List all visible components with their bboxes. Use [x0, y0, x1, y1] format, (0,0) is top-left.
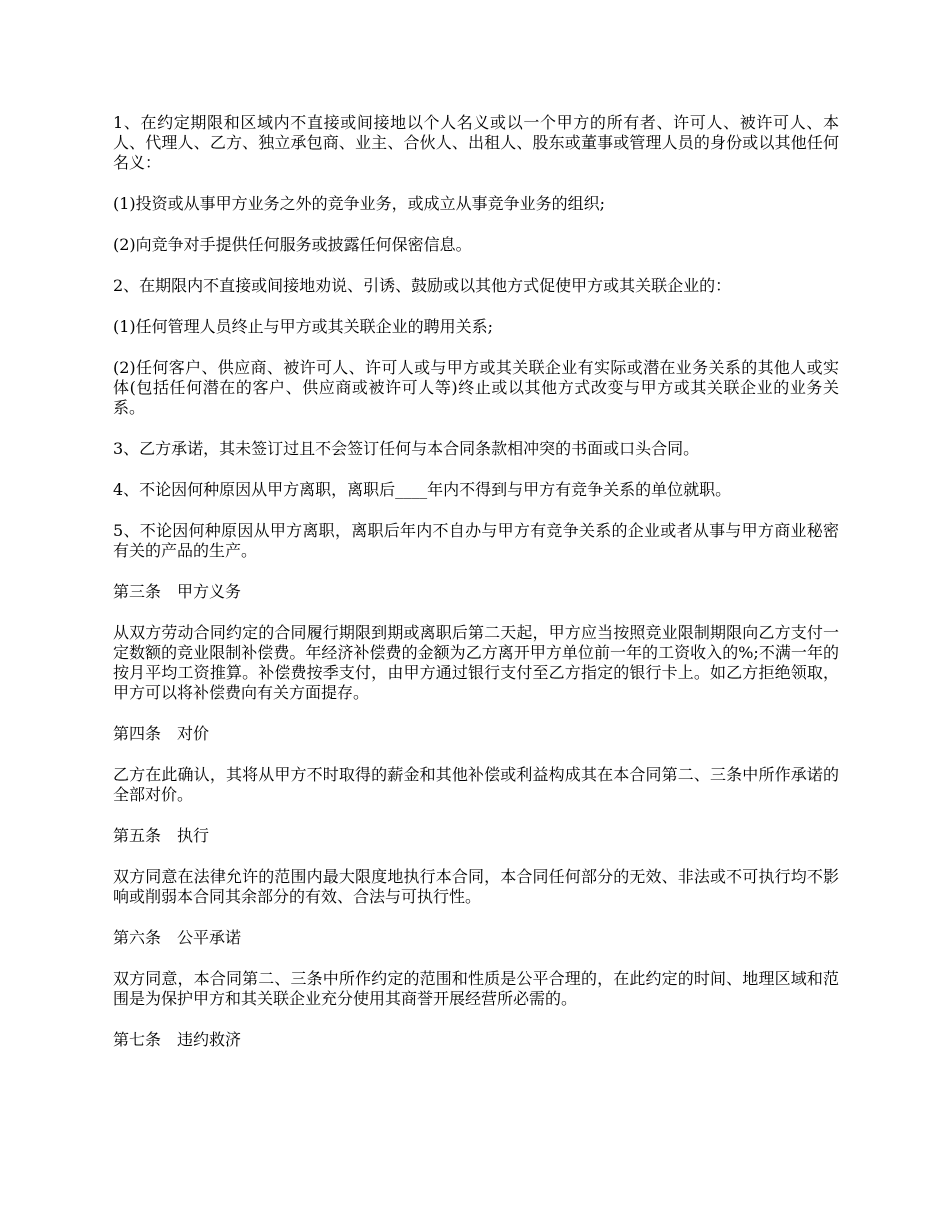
article-5-body: 双方同意在法律允许的范围内最大限度地执行本合同，本合同任何部分的无效、非法或不可执行均不影响或削弱本合同其余部分的有效、合法与可执行性。	[113, 867, 839, 906]
clause-2: 2、在期限内不直接或间接地劝说、引诱、鼓励或以其他方式促使甲方或其关联企业的：	[113, 276, 732, 295]
clause-1-item-1: (1)投资或从事甲方业务之外的竞争业务，或成立从事竞争业务的组织;	[113, 194, 606, 213]
article-6-body: 双方同意，本合同第二、三条中所作约定的范围和性质是公平合理的，在此约定的时间、地理区域和范围是为保护甲方和其关联企业充分使用其商誉开展经营所必需的。	[113, 969, 839, 1008]
clause-4: 4、不论因何种原因从甲方离职，离职后____年内不得到与甲方有竞争关系的单位就职。	[113, 480, 732, 499]
article-7-heading: 第七条 违约救济	[113, 1030, 242, 1049]
article-5-heading: 第五条 执行	[113, 826, 210, 845]
clause-5: 5、不论因何种原因从甲方离职，离职后年内不自办与甲方有竞争关系的企业或者从事与甲方商业秘密有关的产品的生产。	[113, 521, 839, 560]
article-3-heading: 第三条 甲方义务	[113, 582, 242, 601]
article-4-heading: 第四条 对价	[113, 724, 210, 743]
article-6-heading: 第六条 公平承诺	[113, 928, 242, 947]
clause-1-item-2: (2)向竞争对手提供任何服务或披露任何保密信息。	[113, 235, 472, 254]
clause-3: 3、乙方承诺，其未签订过且不会签订任何与本合同条款相冲突的书面或口头合同。	[113, 439, 700, 458]
clause-2-item-2: (2)任何客户、供应商、被许可人、许可人或与甲方或其关联企业有实际或潜在业务关系的其他人或实体(包括任何潜在的客户、供应商或被许可人等)终止或以其他方式改变与甲方或其关联企业的业务关系。	[113, 358, 839, 417]
article-3-body: 从双方劳动合同约定的合同履行期限到期或离职后第二天起，甲方应当按照竞业限制期限向乙方支付一定数额的竞业限制补偿费。年经济补偿费的金额为乙方离开甲方单位前一年的工资收入的%;不满一年的按月平均工资推算。补偿费按季支付，由甲方通过银行支付至乙方指定的银行卡上。如乙方拒绝领取，甲方可以将补偿费向有关方面提存。	[113, 623, 839, 702]
document-body	[113, 113, 839, 1071]
article-4-body: 乙方在此确认，其将从甲方不时取得的薪金和其他补偿或利益构成其在本合同第二、三条中所作承诺的全部对价。	[113, 765, 839, 804]
clause-1: 1、在约定期限和区域内不直接或间接地以个人名义或以一个甲方的所有者、许可人、被许可人、本人、代理人、乙方、独立承包商、业主、合伙人、出租人、股东或董事或管理人员的身份或以其他任何名义：	[113, 113, 839, 172]
clause-2-item-1: (1)任何管理人员终止与甲方或其关联企业的聘用关系;	[113, 317, 494, 336]
